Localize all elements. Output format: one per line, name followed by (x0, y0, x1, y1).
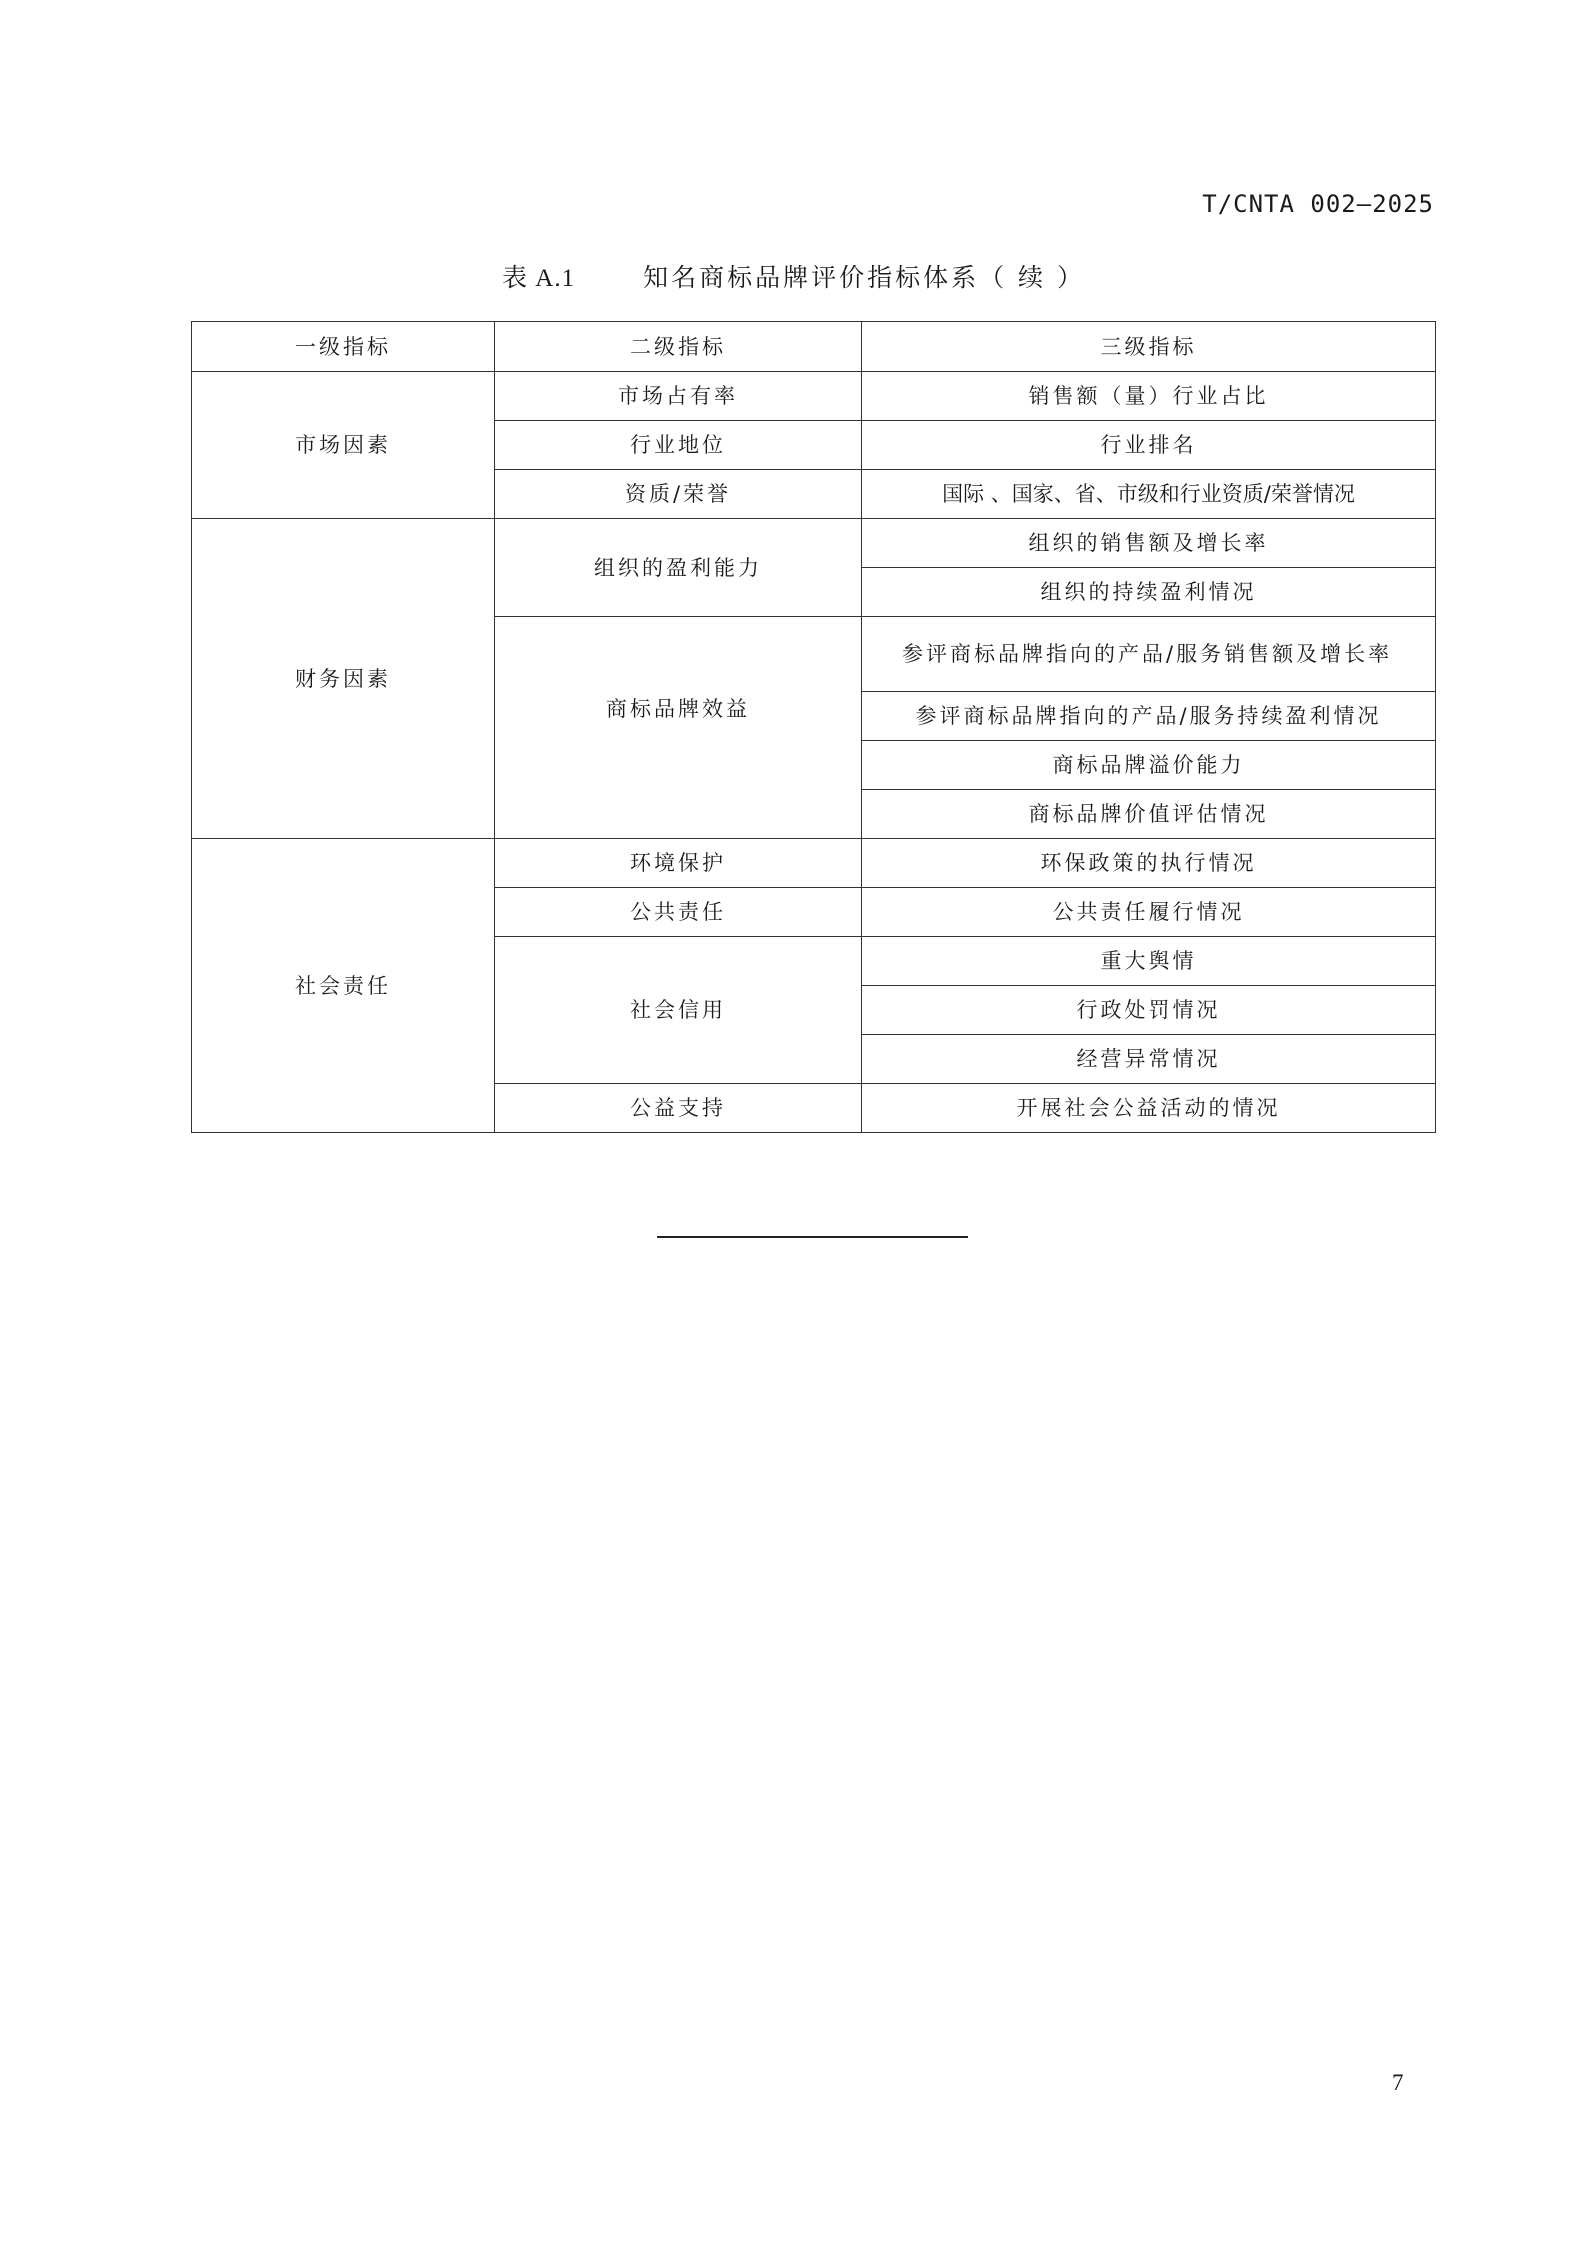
level3-cell: 国际 、国家、省、市级和行业资质/荣誉情况 (862, 470, 1436, 519)
page-number: 7 (1392, 2070, 1404, 2095)
table-caption (0, 258, 1587, 294)
level3-cell: 组织的销售额及增长率 (862, 519, 1436, 568)
level1-cell: 市场因素 (192, 372, 495, 519)
level2-cell: 环境保护 (495, 839, 862, 888)
level2-cell: 公共责任 (495, 888, 862, 937)
end-of-document-rule (657, 1236, 968, 1238)
table-title: 知名商标品牌评价指标体系（ 续 ） (643, 263, 1085, 292)
level3-cell: 环保政策的执行情况 (862, 839, 1436, 888)
level3-cell: 参评商标品牌指向的产品/服务销售额及增长率 (862, 617, 1436, 692)
level3-cell: 开展社会公益活动的情况 (862, 1084, 1436, 1133)
level3-cell: 公共责任履行情况 (862, 888, 1436, 937)
level2-cell: 组织的盈利能力 (495, 519, 862, 617)
header-level1: 一级指标 (192, 322, 495, 372)
level3-cell: 商标品牌溢价能力 (862, 741, 1436, 790)
table-number: 表 A.1 (502, 265, 576, 292)
level3-cell: 销售额（量）行业占比 (862, 372, 1436, 421)
level3-cell: 参评商标品牌指向的产品/服务持续盈利情况 (862, 692, 1436, 741)
level2-cell: 公益支持 (495, 1084, 862, 1133)
table-header-row (192, 322, 1436, 372)
level1-cell: 社会责任 (192, 839, 495, 1133)
table-row (192, 519, 1436, 568)
level3-cell: 经营异常情况 (862, 1035, 1436, 1084)
level2-cell: 市场占有率 (495, 372, 862, 421)
header-level2: 二级指标 (495, 322, 862, 372)
level2-cell: 商标品牌效益 (495, 617, 862, 839)
level3-cell: 组织的持续盈利情况 (862, 568, 1436, 617)
document-code: T/CNTA 002—2025 (1202, 190, 1434, 218)
level3-cell: 商标品牌价值评估情况 (862, 790, 1436, 839)
level2-cell: 行业地位 (495, 421, 862, 470)
level3-cell: 行政处罚情况 (862, 986, 1436, 1035)
level3-cell: 重大舆情 (862, 937, 1436, 986)
table-row (192, 372, 1436, 421)
level2-cell: 社会信用 (495, 937, 862, 1084)
level1-cell: 财务因素 (192, 519, 495, 839)
evaluation-index-table (191, 321, 1436, 1133)
header-level3: 三级指标 (862, 322, 1436, 372)
level2-cell: 资质/荣誉 (495, 470, 862, 519)
table-row (192, 839, 1436, 888)
level3-cell: 行业排名 (862, 421, 1436, 470)
